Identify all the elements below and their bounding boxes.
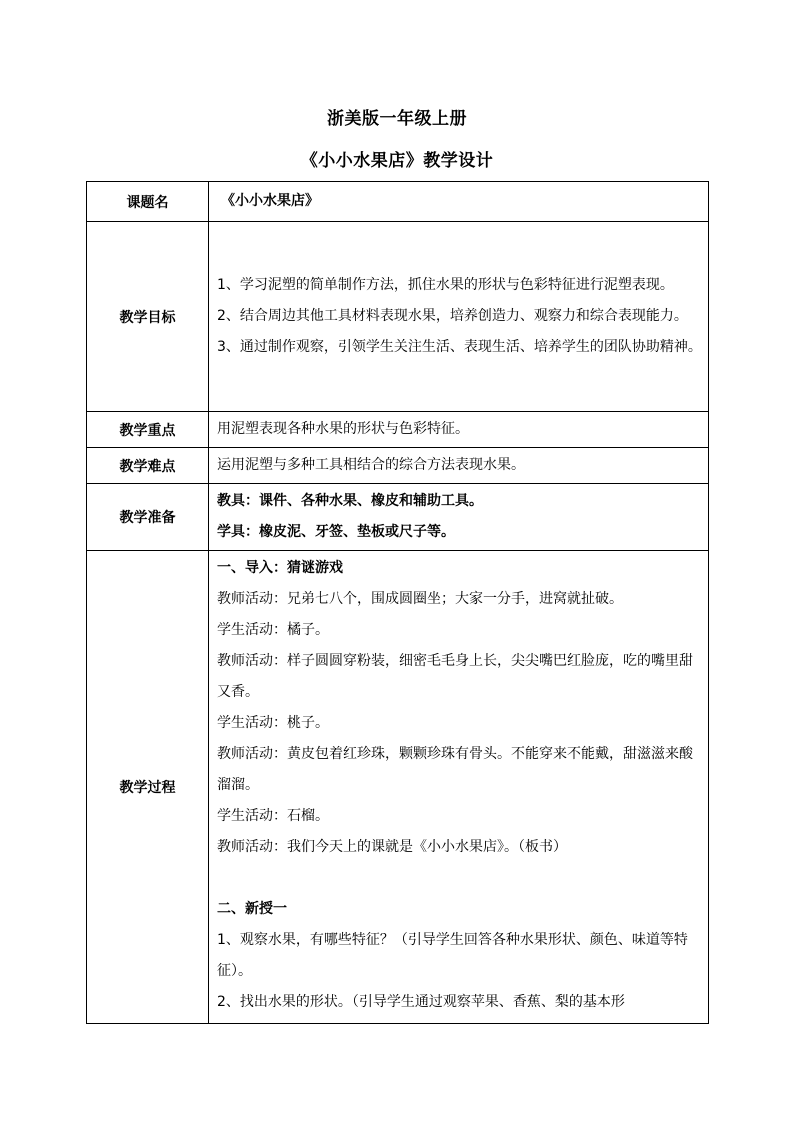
process-line: 学生活动：橘子。 [217, 622, 329, 638]
process-line: 教师活动：黄皮包着红珍珠，颗颗珍珠有骨头。不能穿来不能戴，甜滋滋来酸溜溜。 [217, 746, 693, 793]
difficulties-value: 运用泥塑与多种工具相结合的综合方法表现水果。 [209, 448, 709, 484]
table-row-topic [87, 182, 709, 222]
row-label-difficulties: 教学难点 [87, 448, 209, 484]
document-title-line2: 《小小水果店》教学设计 [300, 151, 494, 171]
section-title: 一、导入：猜谜游戏 [217, 560, 343, 576]
process-cell [209, 551, 709, 1024]
preparation-cell [209, 484, 709, 551]
goal-item: 2、结合周边其他工具材料表现水果，培养创造力、观察力和综合表现能力。 [217, 308, 688, 324]
process-line: 教师活动：兄弟七八个，围成圆圈坐；大家一分手，进窝就扯破。 [217, 591, 623, 607]
key-points-value: 用泥塑表现各种水果的形状与色彩特征。 [209, 412, 709, 448]
table-row-goals [87, 222, 709, 412]
process-line: 2、找出水果的形状。（引导学生通过观察苹果、香蕉、梨的基本形 [217, 994, 625, 1010]
table-row-key-points [87, 412, 709, 448]
table-row-preparation [87, 484, 709, 551]
section-title: 二、新授一 [217, 901, 287, 917]
preparation-student: 学具：橡皮泥、牙签、垫板或尺子等。 [217, 524, 455, 540]
blank-line [217, 863, 702, 894]
row-label-preparation: 教学准备 [87, 484, 209, 551]
topic-value: 《小小水果店》 [209, 182, 709, 222]
preparation-teacher: 教具：课件、各种水果、橡皮和辅助工具。 [217, 493, 483, 509]
lesson-plan-table [86, 181, 709, 1024]
process-line: 学生活动：石榴。 [217, 808, 329, 824]
process-line: 1、观察水果，有哪些特征？（引导学生回答各种水果形状、颜色、味道等特征）。 [217, 932, 688, 979]
row-label-key-points: 教学重点 [87, 412, 209, 448]
goal-item: 1、学习泥塑的简单制作方法，抓住水果的形状与色彩特征进行泥塑表现。 [217, 277, 674, 293]
goals-cell [209, 222, 709, 412]
table-row-difficulties [87, 448, 709, 484]
goal-item: 3、通过制作观察，引领学生关注生活、表现生活、培养学生的团队协助精神。 [217, 339, 702, 355]
row-label-goals: 教学目标 [87, 222, 209, 412]
process-line: 教师活动：我们今天上的课就是《小小水果店》。（板书） [217, 839, 567, 855]
document-title-line1: 浙美版一年级上册 [327, 109, 467, 129]
process-line: 教师活动：样子圆圆穿粉装，细密毛毛身上长，尖尖嘴巴红脸庞，吃的嘴里甜又香。 [217, 653, 693, 700]
row-label-topic: 课题名 [87, 182, 209, 222]
process-line: 学生活动：桃子。 [217, 715, 329, 731]
table-row-process [87, 551, 709, 1024]
row-label-process: 教学过程 [87, 551, 209, 1024]
process-content [217, 553, 702, 1021]
